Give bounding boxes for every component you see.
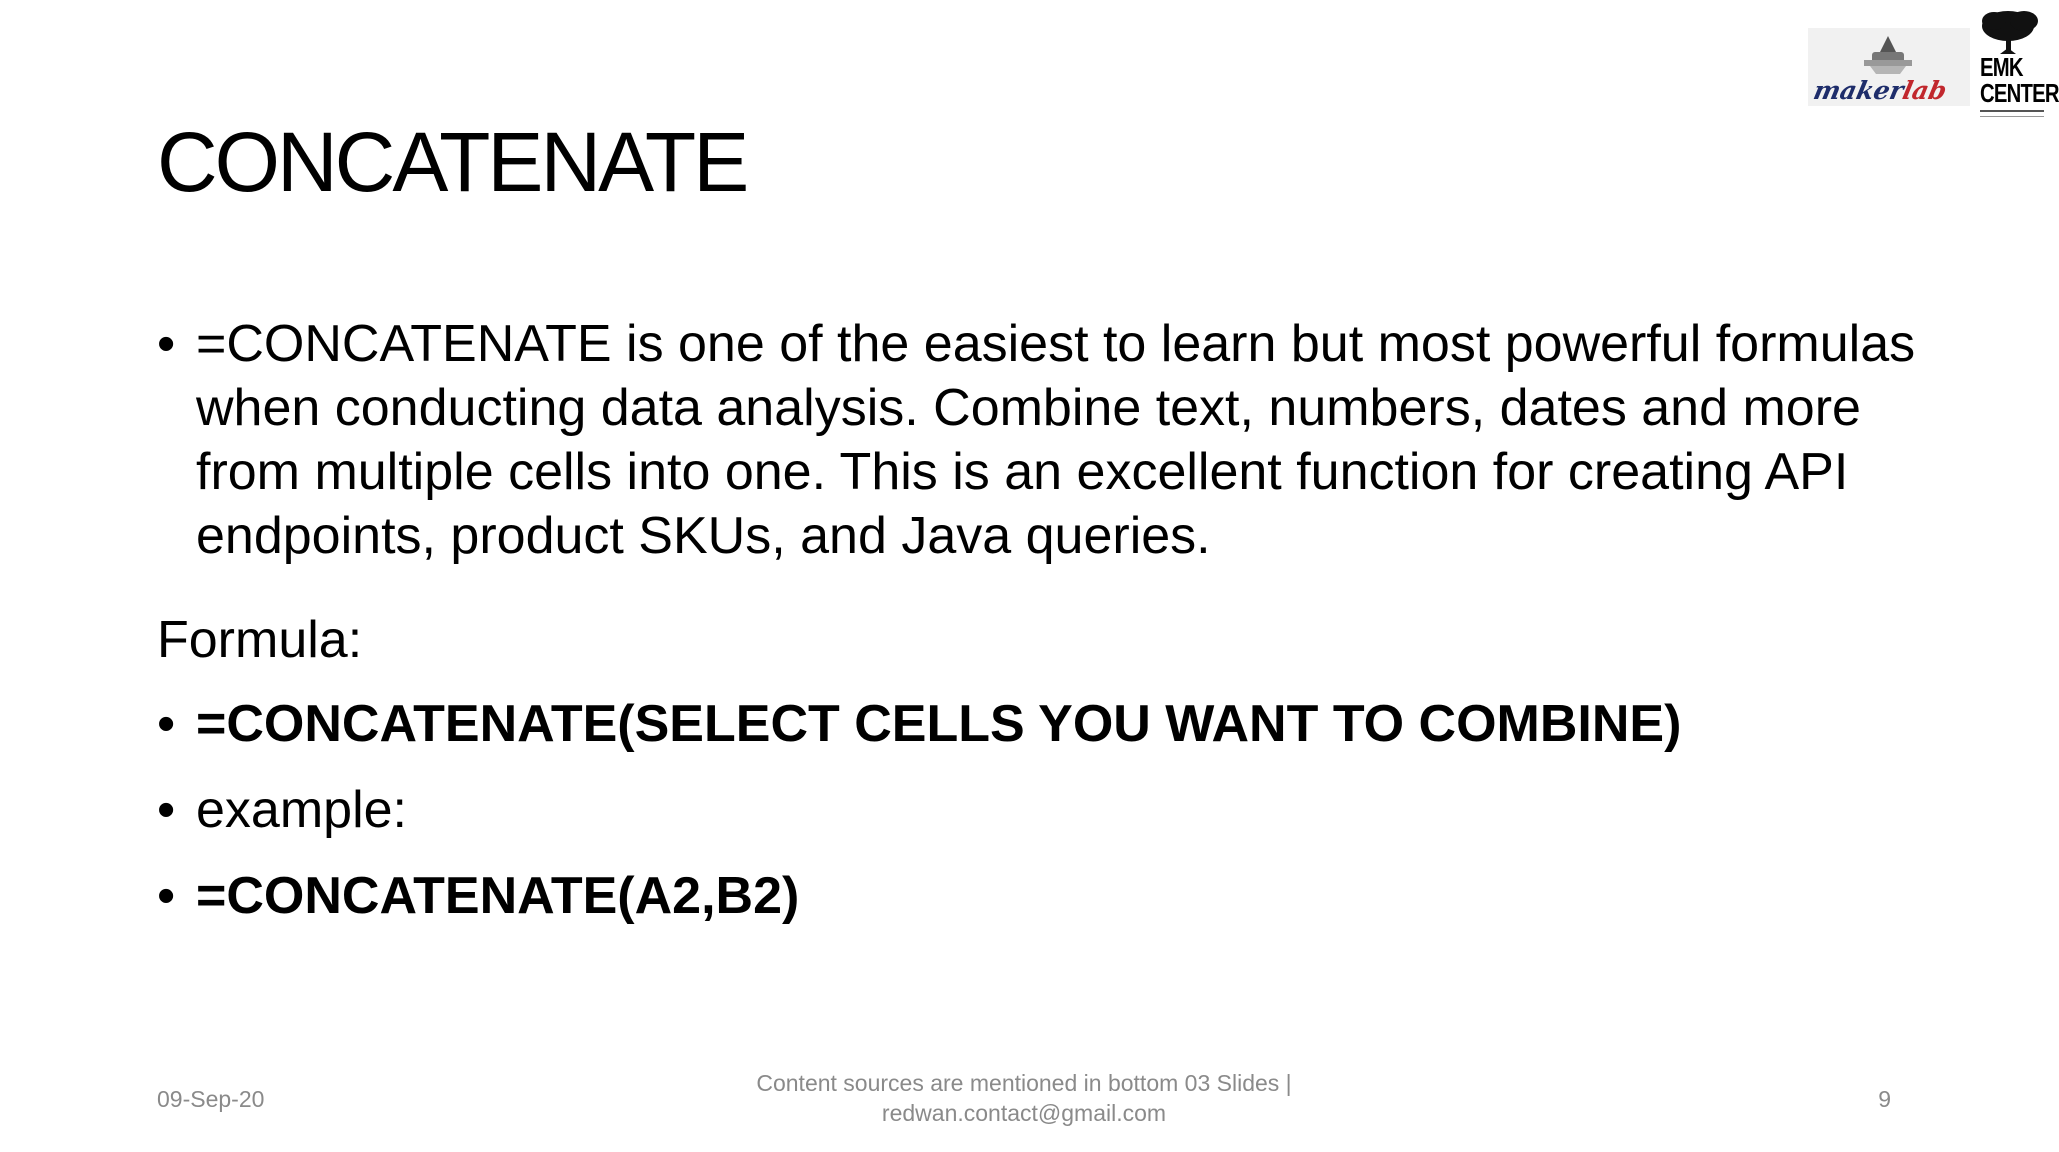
slide-title: CONCATENATE — [157, 115, 747, 209]
formula-label: Formula: — [157, 611, 363, 669]
footer-email: redwan.contact@gmail.com — [881, 1100, 1167, 1126]
footer-note-line1: Content sources are mentioned in bottom 03 Slides | — [756, 1070, 1292, 1096]
example-label: example: — [196, 781, 407, 839]
makerlab-wordmark: makerlab — [1810, 76, 1950, 105]
footer-note — [700, 1068, 1348, 1128]
example-bullet — [157, 864, 1917, 928]
tree-icon — [1978, 8, 2048, 56]
description-text: =CONCATENATE is one of the easiest to learn but most powerful formulas when conducting data analysis. Combine text, numbers, dates and more from multiple cells into one. This is an excellent function for creating API endpoints, product SKUs, and Java queries. — [196, 315, 1916, 565]
example-label-bullet — [157, 778, 1917, 842]
example-formula: =CONCATENATE(A2,B2) — [196, 867, 800, 925]
bullet-icon: • — [157, 315, 176, 373]
emk-center-logo — [1978, 8, 2059, 123]
slide-number: 9 — [1878, 1086, 1891, 1112]
slide-body — [157, 312, 1917, 928]
bullet-icon: • — [157, 867, 176, 925]
logo-group — [1808, 8, 2059, 123]
syntax-text: =CONCATENATE(SELECT CELLS YOU WANT TO COMBINE) — [196, 695, 1682, 753]
emk-center-wordmark: EMK CENTER — [1980, 52, 2059, 108]
bullet-icon: • — [157, 781, 176, 839]
makerlab-logo — [1808, 28, 1970, 106]
description-bullet — [157, 312, 1917, 568]
footer-date: 09-Sep-20 — [157, 1086, 265, 1112]
bullet-icon: • — [157, 695, 176, 753]
syntax-bullet — [157, 692, 1917, 756]
emk-tagline-rule — [1980, 110, 2044, 117]
